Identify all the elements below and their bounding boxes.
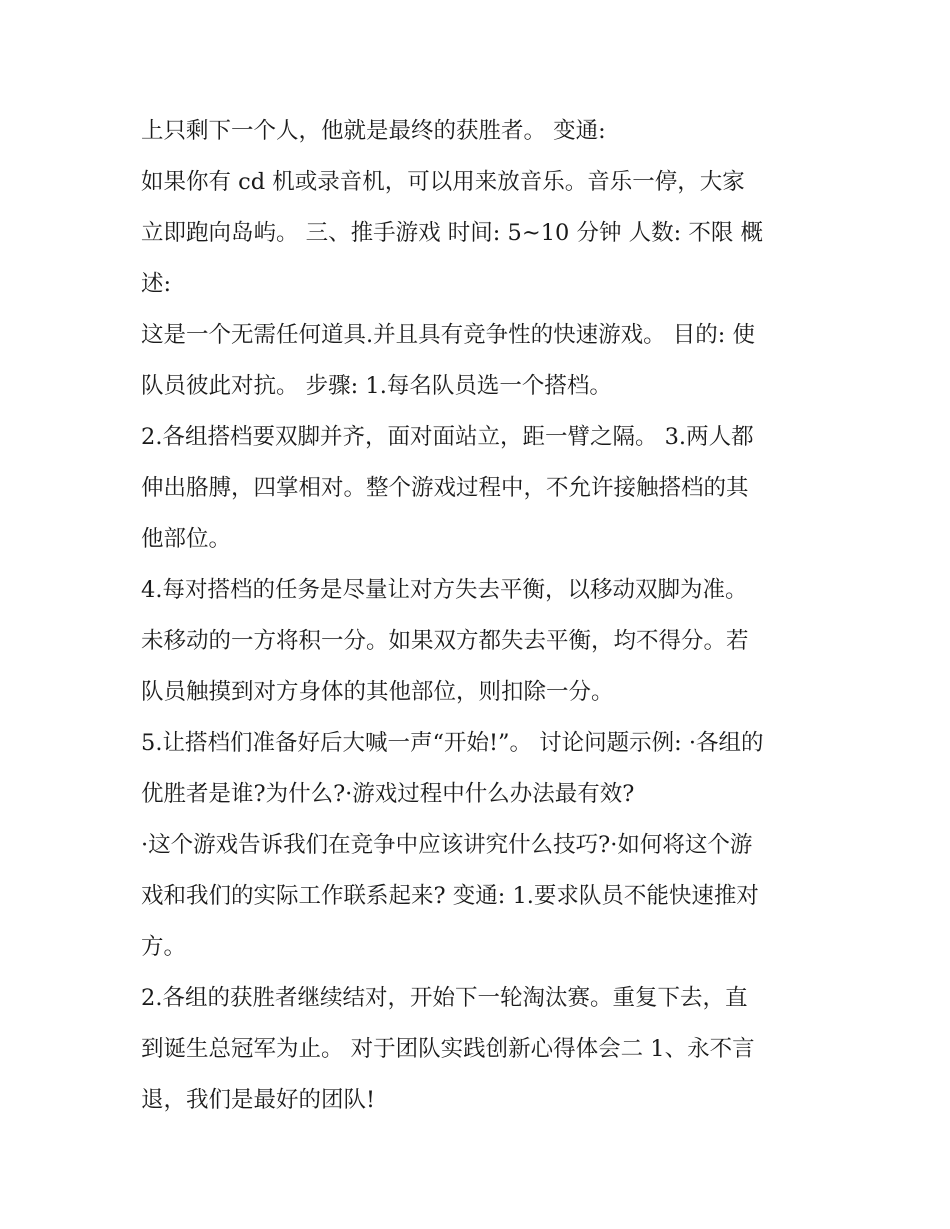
text-line: 如果你有 cd 机或录音机，可以用来放音乐。音乐一停，大家 bbox=[141, 169, 745, 195]
text-line: 上只剩下一个人，他就是最终的获胜者。 变通: bbox=[141, 118, 606, 144]
text-line: 立即跑向岛屿。 三、推手游戏 时间: 5~10 分钟 人数: 不限 概 bbox=[141, 220, 764, 246]
text-line: 未移动的一方将积一分。如果双方都失去平衡，均不得分。若 bbox=[141, 628, 749, 654]
document-body bbox=[141, 106, 821, 1126]
text-line: 2.各组的获胜者继续结对，开始下一轮淘汰赛。重复下去，直 bbox=[141, 985, 748, 1011]
text-line: 4.每对搭档的任务是尽量让对方失去平衡，以移动双脚为准。 bbox=[141, 577, 748, 603]
text-line: 伸出胳膊，四掌相对。整个游戏过程中，不允许接触搭档的其 bbox=[141, 475, 749, 501]
text-line: 5.让搭档们准备好后大喊一声“开始!”。 讨论问题示例: ·各组的 bbox=[141, 730, 764, 756]
text-line: 述: bbox=[141, 271, 172, 297]
text-line: 方。 bbox=[141, 934, 187, 960]
text-line: 这是一个无需任何道具.并且具有竞争性的快速游戏。 目的: 使 bbox=[141, 322, 756, 348]
text-line: 优胜者是谁?为什么?·游戏过程中什么办法最有效? bbox=[141, 781, 635, 807]
text-line: ·这个游戏告诉我们在竞争中应该讲究什么技巧?·如何将这个游 bbox=[141, 832, 753, 858]
text-line: 队员触摸到对方身体的其他部位，则扣除一分。 bbox=[141, 679, 614, 705]
text-line: 2.各组搭档要双脚并齐，面对面站立，距一臂之隔。 3.两人都 bbox=[141, 424, 754, 450]
text-line: 他部位。 bbox=[141, 526, 232, 552]
text-line: 队员彼此对抗。 步骤: 1.每名队员选一个搭档。 bbox=[141, 373, 612, 399]
text-line: 戏和我们的实际工作联系起来? 变通: 1.要求队员不能快速推对 bbox=[141, 883, 759, 909]
text-line: 退，我们是最好的团队! bbox=[141, 1087, 376, 1113]
text-line: 到诞生总冠军为止。 对于团队实践创新心得体会二 1、永不言 bbox=[141, 1036, 755, 1062]
